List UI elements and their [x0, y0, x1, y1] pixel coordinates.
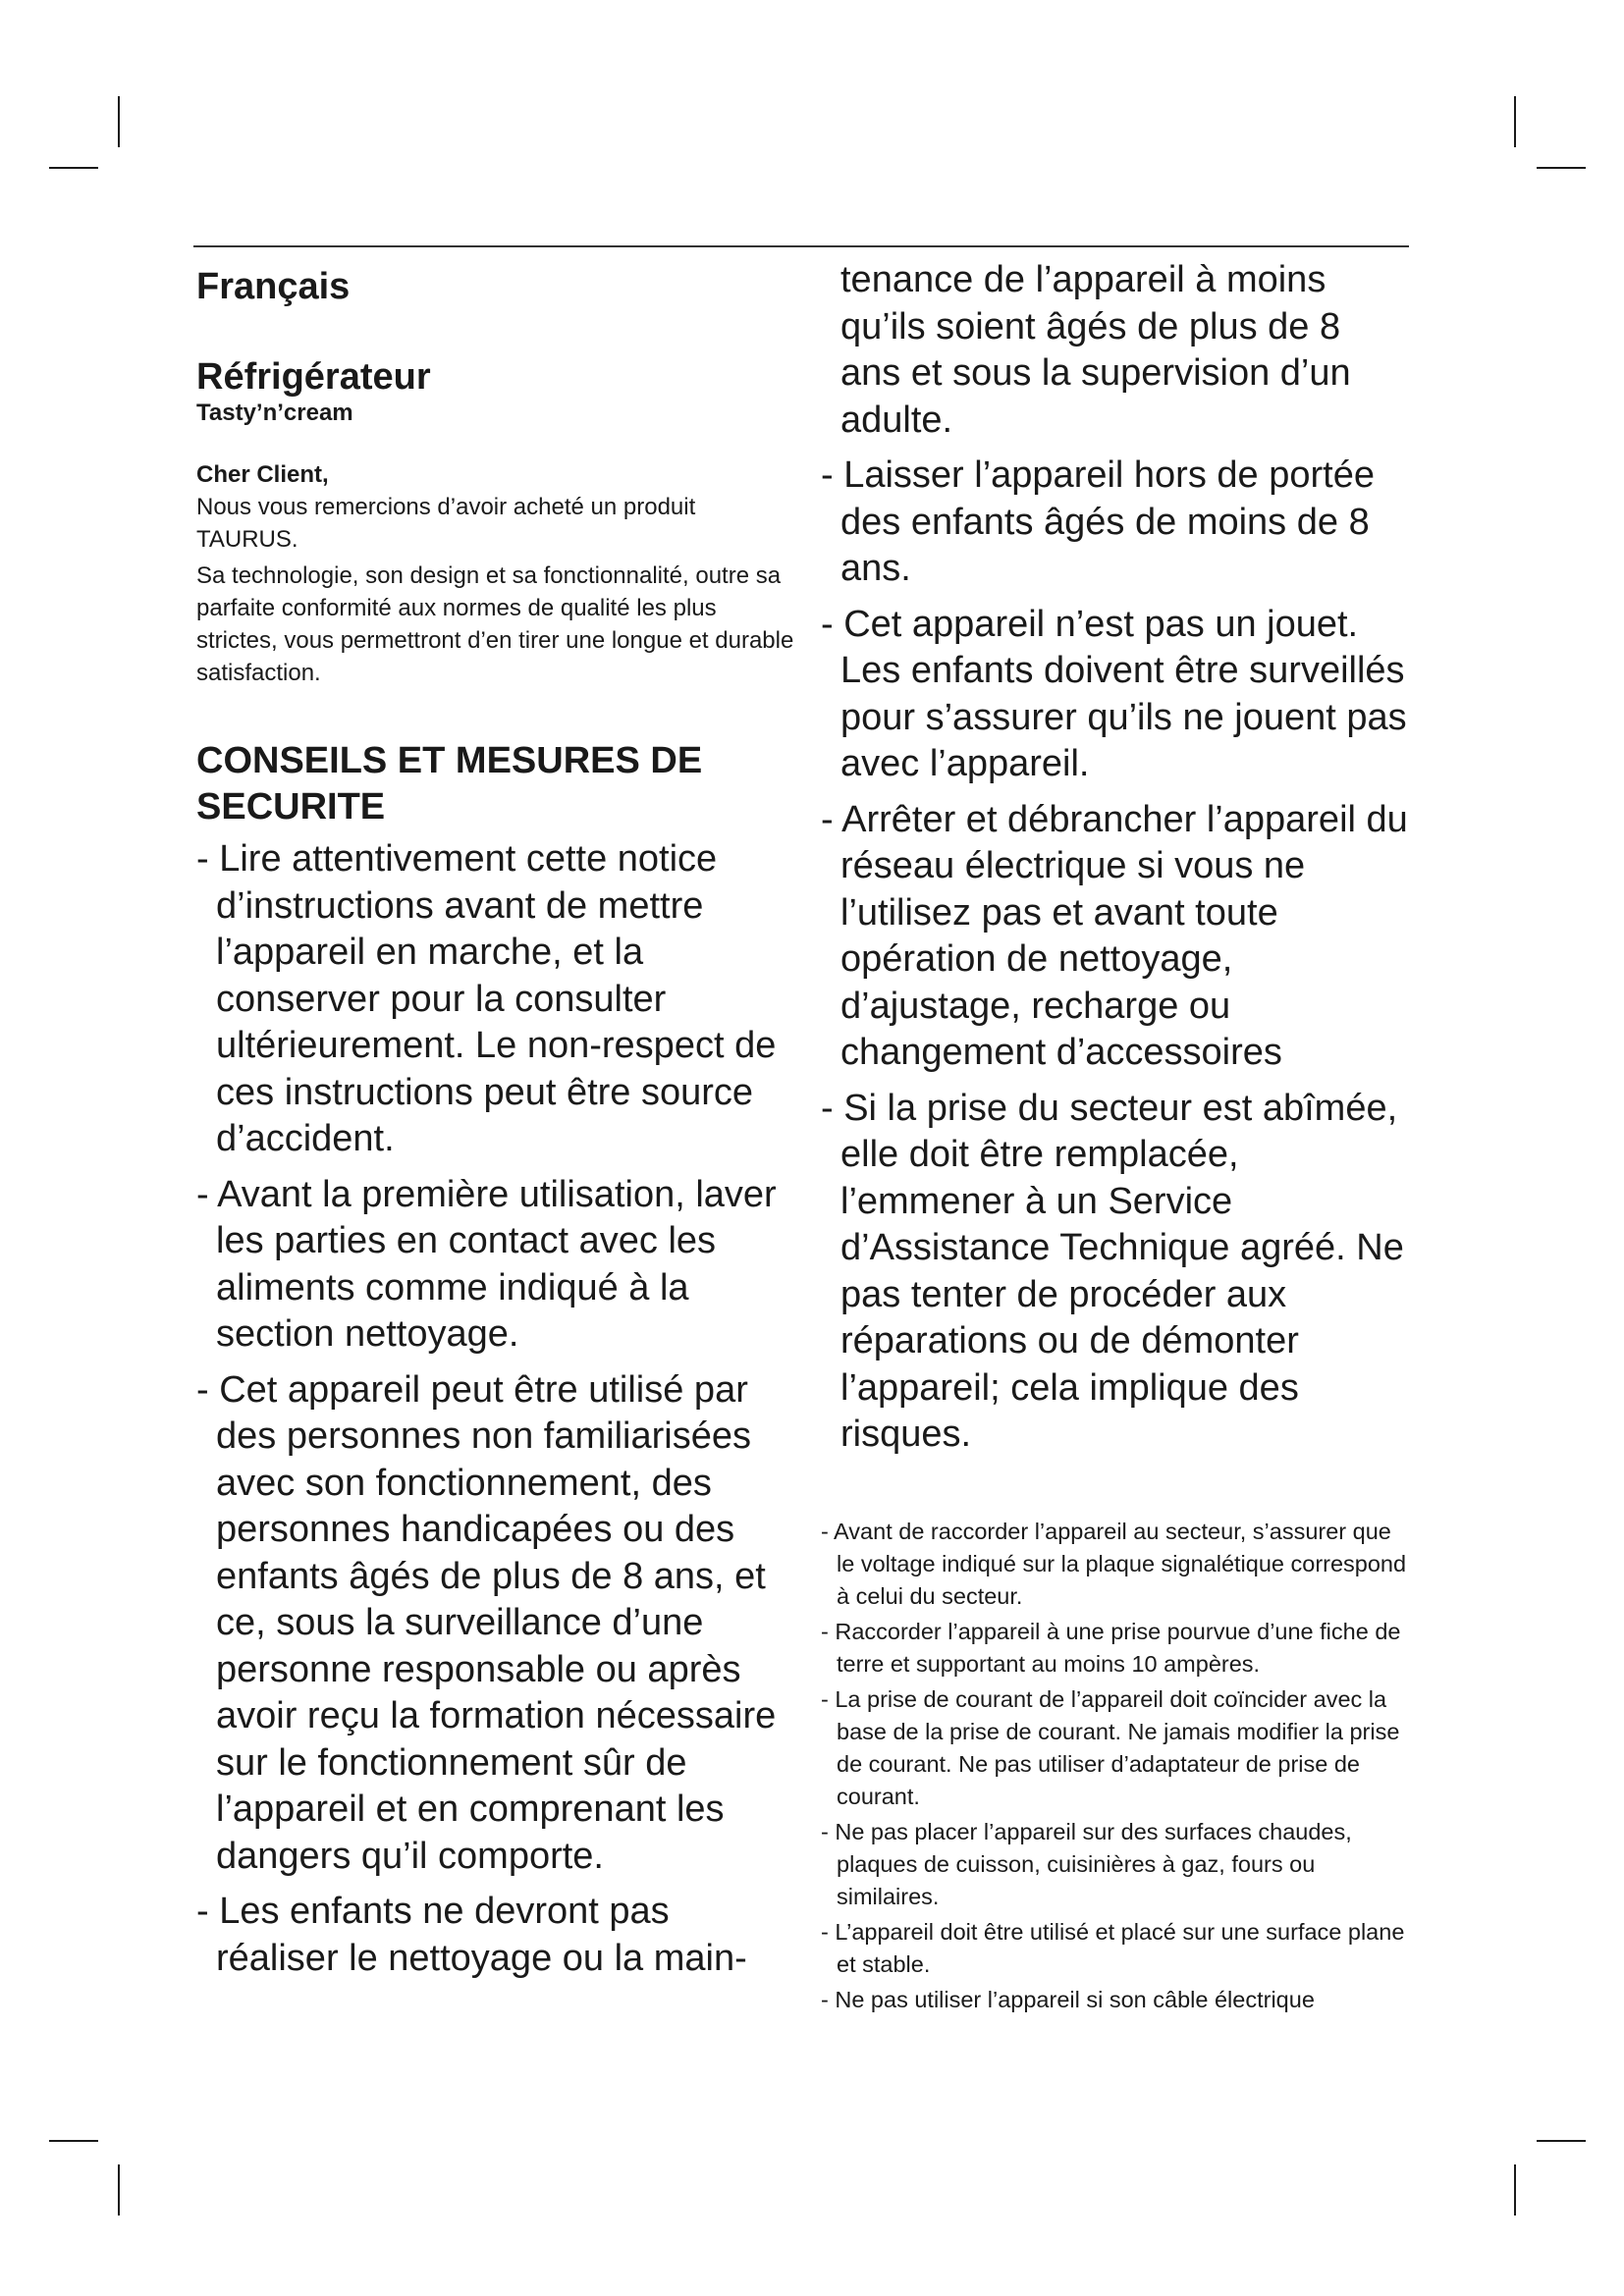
safety-list-right: [821, 453, 1410, 1459]
list-item: - Cet appareil peut être utilisé par des personnes non familiarisées avec son fonctionnement, des personnes handicapées ou des enfants âgés de plus de 8 ans, et ce, sous la surveillance d’une personne responsable ou après avoir reçu la formation nécessaire sur le fonctionnement sûr de l’appareil et en comprenant les dangers qu’il comporte.: [196, 1368, 777, 1877]
list-item: - Raccorder l’appareil à une prise pourvue d’une fiche de terre et supportant au moins 10 ampères.: [821, 1618, 1401, 1677]
list-item: - L’appareil doit être utilisé et placé sur une surface plane et stable.: [821, 1918, 1405, 1977]
list-item: - Cet appareil n’est pas un jouet. Les enfants doivent être surveillés pour s’assurer qu’ils ne jouent pas avec l’appareil.: [821, 603, 1407, 784]
list-item: - Ne pas utiliser l’appareil si son câble électrique: [821, 1986, 1315, 2012]
list-item: - Lire attentivement cette notice d’instructions avant de mettre l’appareil en marche, et la conserver pour la consulter ultérieurement. Le non-respect de ces instructions peut être source d’accident.: [196, 838, 777, 1159]
greeting: Cher Client,: [196, 461, 329, 488]
list-item: - Si la prise du secteur est abîmée, elle doit être remplacée, l’emmener à un Service d’Assistance Technique agréé. Ne pas tenter de procéder aux réparations ou de démonter l’appareil; cela implique des risques.: [821, 1087, 1404, 1455]
list-item: - La prise de courant de l’appareil doit coïncider avec la base de la prise de courant. Ne jamais modifier la prise de courant. Ne pas utiliser d’adaptateur de prise de courant.: [821, 1685, 1400, 1809]
intro-paragraph: Nous vous remercions d’avoir acheté un produit TAURUS.: [196, 494, 696, 553]
list-item: - Les enfants ne devront pas réaliser le nettoyage ou la main-: [196, 1891, 747, 1979]
product-title: Réfrigérateur: [196, 356, 431, 398]
crop-mark-bottom-left-vertical: [118, 2164, 120, 2216]
list-item: - Avant de raccorder l’appareil au secteur, s’assurer que le voltage indiqué sur la plaque signalétique correspond à celui du secteur.: [821, 1518, 1407, 1609]
intro-paragraph: Sa technologie, son design et sa fonctionnalité, outre sa parfaite conformité aux normes de qualité les plus strictes, vous permettront d’en tirer une longue et durable satisfaction.: [196, 562, 794, 686]
language-heading: Français: [196, 266, 351, 307]
list-item: - Ne pas placer l’appareil sur des surfaces chaudes, plaques de cuisson, cuisinières à gaz, fours ou similaires.: [821, 1818, 1352, 1909]
crop-mark-bottom-right-vertical: [1514, 2164, 1516, 2216]
safety-section-title: CONSEILS ET MESURES DE SECURITE: [196, 740, 703, 828]
crop-mark-top-left-horizontal: [49, 167, 98, 169]
safety-list-left: [196, 836, 797, 1982]
crop-mark-bottom-right-horizontal: [1537, 2140, 1586, 2142]
crop-mark-bottom-left-horizontal: [49, 2140, 98, 2142]
crop-mark-top-right-vertical: [1514, 96, 1516, 147]
list-item-continuation: tenance de l’appareil à moins qu’ils soient âgés de plus de 8 ans et sous la supervision d’un adulte.: [840, 259, 1351, 441]
list-item: - Laisser l’appareil hors de portée des enfants âgés de moins de 8 ans.: [821, 454, 1375, 589]
list-item: - Avant la première utilisation, laver les parties en contact avec les aliments comme indiqué à la section nettoyage.: [196, 1173, 777, 1355]
crop-mark-top-left-vertical: [118, 96, 120, 147]
left-column: [196, 257, 797, 1991]
safety-list-small: [821, 1516, 1410, 2016]
header-rule: [193, 245, 1409, 247]
right-column: [821, 257, 1410, 2019]
product-model: Tasty’n’cream: [196, 400, 353, 426]
crop-mark-top-right-horizontal: [1537, 167, 1586, 169]
list-item: - Arrêter et débrancher l’appareil du réseau électrique si vous ne l’utilisez pas et avant toute opération de nettoyage, d’ajustage, recharge ou changement d’accessoires: [821, 798, 1408, 1073]
